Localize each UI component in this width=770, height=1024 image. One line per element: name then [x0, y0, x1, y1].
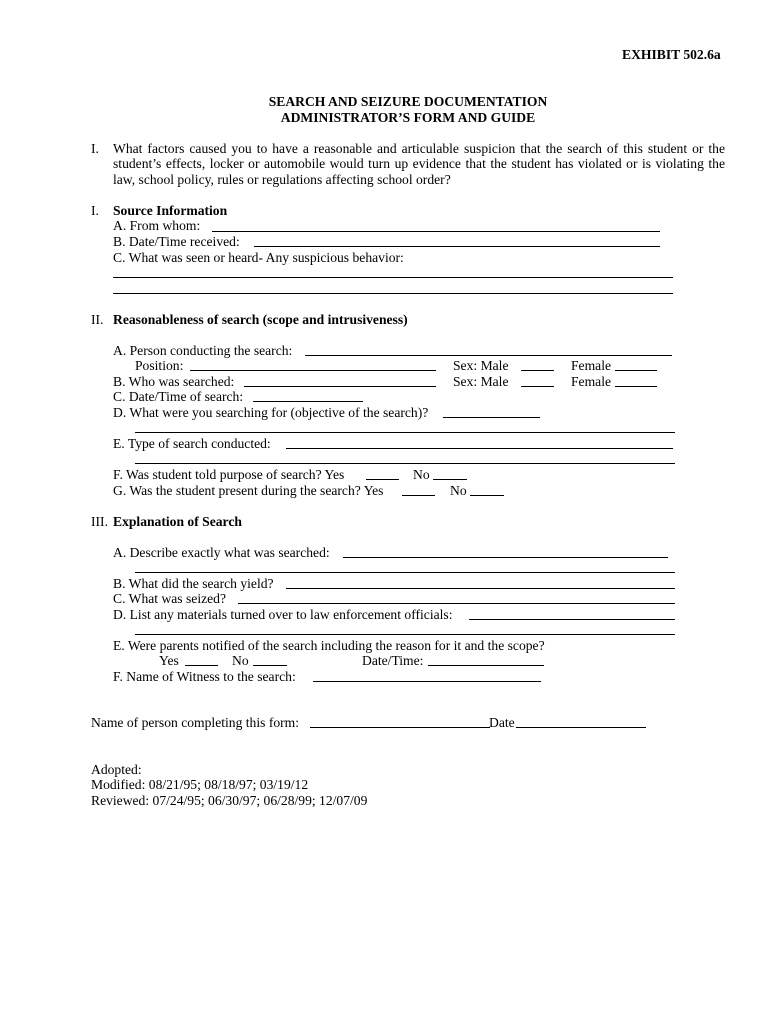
position-field[interactable]	[190, 370, 436, 371]
reasonableness-heading: Reasonableness of search (scope and intrusiveness)	[113, 312, 408, 327]
source-numeral: I.	[91, 203, 99, 218]
source-seen-field-2[interactable]	[113, 293, 673, 294]
witness-field[interactable]	[313, 681, 541, 682]
parents-no-label: No	[232, 653, 249, 668]
sex-male-field-2[interactable]	[521, 386, 554, 387]
intro-text-line1: What factors caused you to have a reasonable and articulable suspicion that the search of this student or the	[113, 141, 725, 156]
completing-person-label: Name of person completing this form:	[91, 715, 300, 730]
sex-female-label-1: Female	[571, 358, 612, 373]
student-present-no-label: No	[450, 483, 467, 498]
form-title-line2: ADMINISTRATOR’S FORM AND GUIDE	[280, 110, 536, 125]
reviewed-dates: Reviewed: 07/24/95; 06/30/97; 06/28/99; 12/07/09	[91, 793, 368, 808]
modified-dates: Modified: 08/21/95; 08/18/97; 03/19/12	[91, 777, 309, 792]
sex-male-label-2: Sex: Male	[453, 374, 509, 389]
reasonableness-numeral: II.	[91, 312, 104, 327]
told-purpose-no-field[interactable]	[433, 479, 467, 480]
exhibit-number: EXHIBIT 502.6a	[622, 47, 721, 62]
source-seen-label: C. What was seen or heard- Any suspicious behavior:	[113, 250, 404, 265]
source-from-field[interactable]	[212, 231, 660, 232]
searching-for-label: D. What were you searching for (objective of the search)?	[113, 405, 429, 420]
witness-label: F. Name of Witness to the search:	[113, 669, 296, 684]
intro-text-line3: law, school policy, rules or regulations affecting school order?	[113, 172, 451, 187]
intro-text-line2: student’s effects, locker or automobile would turn up evidence that the student has violated or is violating the	[113, 156, 725, 171]
parents-yes-label: Yes	[159, 653, 179, 668]
parents-yes-field[interactable]	[185, 665, 218, 666]
explanation-heading: Explanation of Search	[113, 514, 242, 529]
search-type-label: E. Type of search conducted:	[113, 436, 271, 451]
searching-for-field-2[interactable]	[135, 432, 675, 433]
told-purpose-label: F. Was student told purpose of search? Yes	[113, 467, 345, 482]
source-seen-field-1[interactable]	[113, 277, 673, 278]
parents-notified-label: E. Were parents notified of the search including the reason for it and the scope?	[113, 638, 545, 653]
law-enforcement-field[interactable]	[469, 619, 675, 620]
who-searched-label: B. Who was searched:	[113, 374, 235, 389]
position-label: Position:	[135, 358, 184, 373]
sex-male-label-1: Sex: Male	[453, 358, 509, 373]
student-present-yes-field[interactable]	[402, 495, 435, 496]
search-type-field-2[interactable]	[135, 463, 675, 464]
completing-date-label: Date	[489, 715, 515, 730]
adopted-label: Adopted:	[91, 762, 142, 777]
parents-datetime-label: Date/Time:	[362, 653, 424, 668]
person-conducting-label: A. Person conducting the search:	[113, 343, 293, 358]
completing-person-field[interactable]	[310, 727, 490, 728]
parents-datetime-field[interactable]	[428, 665, 544, 666]
student-present-label: G. Was the student present during the search? Yes	[113, 483, 384, 498]
search-type-field[interactable]	[286, 448, 673, 449]
seized-field[interactable]	[238, 603, 675, 604]
source-datetime-field[interactable]	[254, 246, 660, 247]
sex-female-field-2[interactable]	[615, 386, 657, 387]
source-from-label: A. From whom:	[113, 218, 201, 233]
form-title-line1: SEARCH AND SEIZURE DOCUMENTATION	[268, 94, 548, 109]
date-of-search-label: C. Date/Time of search:	[113, 389, 244, 404]
search-yield-label: B. What did the search yield?	[113, 576, 274, 591]
intro-numeral: I.	[91, 141, 99, 156]
told-purpose-no-label: No	[413, 467, 430, 482]
sex-female-field-1[interactable]	[615, 370, 657, 371]
describe-searched-field[interactable]	[343, 557, 668, 558]
law-enforcement-label: D. List any materials turned over to law enforcement officials:	[113, 607, 453, 622]
who-searched-field[interactable]	[244, 386, 436, 387]
parents-no-field[interactable]	[253, 665, 287, 666]
told-purpose-yes-field[interactable]	[366, 479, 399, 480]
seized-label: C. What was seized?	[113, 591, 226, 606]
date-of-search-field[interactable]	[253, 401, 363, 402]
describe-searched-label: A. Describe exactly what was searched:	[113, 545, 330, 560]
law-enforcement-field-2[interactable]	[135, 634, 675, 635]
explanation-numeral: III.	[91, 514, 108, 529]
describe-searched-field-2[interactable]	[135, 572, 675, 573]
person-conducting-field[interactable]	[305, 355, 672, 356]
completing-date-field[interactable]	[516, 727, 646, 728]
sex-male-field-1[interactable]	[521, 370, 554, 371]
searching-for-field[interactable]	[443, 417, 540, 418]
source-datetime-label: B. Date/Time received:	[113, 234, 240, 249]
search-yield-field[interactable]	[286, 588, 675, 589]
student-present-no-field[interactable]	[470, 495, 504, 496]
source-heading: Source Information	[113, 203, 228, 218]
sex-female-label-2: Female	[571, 374, 612, 389]
